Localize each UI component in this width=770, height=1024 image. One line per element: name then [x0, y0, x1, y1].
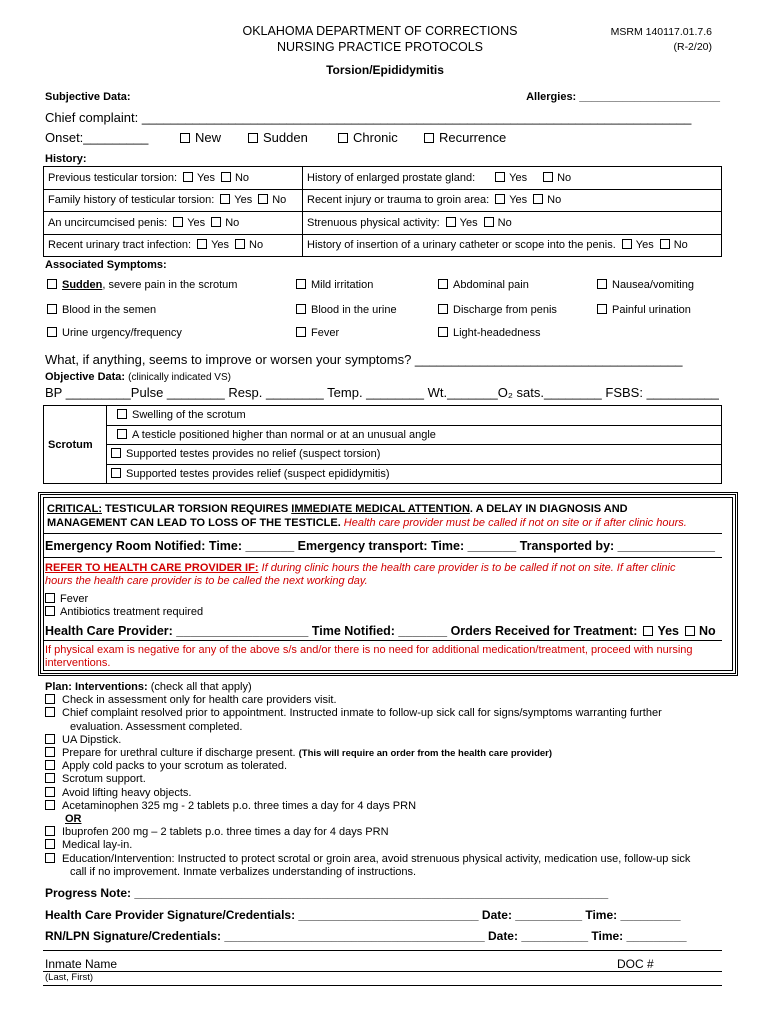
checkbox-icon[interactable] [446, 217, 456, 227]
checkbox-icon[interactable] [235, 239, 245, 249]
divider [43, 950, 722, 951]
checkbox-icon[interactable] [543, 172, 553, 182]
symptom-abdominal-pain[interactable]: Abdominal pain [438, 279, 529, 291]
history-cell: Recent urinary tract infection: Yes No [44, 234, 303, 257]
checkbox-icon[interactable] [45, 800, 55, 810]
checkbox-icon[interactable] [45, 853, 55, 863]
history-cell: Previous testicular torsion: Yes No [44, 167, 303, 190]
plan-item-continuation: call if no improvement. Inmate verbalizes understanding of instructions. [70, 865, 417, 878]
onset-option-chronic[interactable]: Chronic [338, 130, 398, 145]
table-row [44, 425, 722, 445]
checkbox-icon[interactable] [622, 239, 632, 249]
divider [43, 640, 722, 641]
chief-complaint-field[interactable]: Chief complaint: ____________________________________________________________________________ [45, 110, 692, 125]
history-cell: Family history of testicular torsion: Yes No [44, 189, 303, 212]
divider [43, 971, 722, 972]
table-row [44, 406, 722, 426]
checkbox-icon[interactable] [117, 429, 127, 439]
rn-signature-field[interactable]: RN/LPN Signature/Credentials: _______________________________________ Date: __________ Time: _________ [45, 929, 687, 943]
checkbox-icon[interactable] [47, 279, 57, 289]
critical-warning: CRITICAL: TESTICULAR TORSION REQUIRES IMMEDIATE MEDICAL ATTENTION. A DELAY IN DIAGNOSIS AND MANAGEMENT CAN LEAD TO LOSS OF THE TESTICLE. Health care provider must be called if not on site or if after clinic hours. [47, 503, 687, 529]
scrotum-label: Scrotum [44, 406, 107, 484]
checkbox-icon[interactable] [338, 133, 348, 143]
hcp-signature-field[interactable]: Health Care Provider Signature/Credentials: ___________________________ Date: __________ Time: _________ [45, 908, 681, 922]
checkbox-icon[interactable] [685, 626, 695, 636]
form-title: Torsion/Epididymitis [326, 63, 444, 77]
form-number [611, 25, 712, 55]
symptom-fever[interactable]: Fever [296, 327, 339, 339]
symptom-discharge[interactable]: Discharge from penis [438, 304, 557, 316]
plan-item[interactable]: UA Dipstick. [45, 734, 725, 747]
inmate-name-field[interactable]: Inmate Name [45, 957, 118, 971]
scrotum-item[interactable]: A testicle positioned higher than normal or at an unusual angle [107, 425, 722, 445]
symptoms-label: Associated Symptoms: [45, 259, 167, 271]
divider [43, 985, 722, 986]
plan-heading: Plan: Interventions: (check all that apply) [45, 681, 252, 693]
history-cell: Recent injury or trauma to groin area: Yes No [303, 189, 722, 212]
checkbox-icon[interactable] [45, 707, 55, 717]
plan-item-continuation: evaluation. Assessment completed. [70, 720, 243, 733]
checkbox-icon[interactable] [45, 787, 55, 797]
checkbox-icon[interactable] [183, 172, 193, 182]
plan-item[interactable]: Prepare for urethral culture if discharge present. (This will require an order from the health care provider) [45, 747, 725, 760]
plan-item[interactable]: Chief complaint resolved prior to appointment. Instructed inmate to follow-up sick call for signs/symptoms warranting further [45, 707, 725, 720]
onset-option-sudden[interactable]: Sudden [248, 130, 308, 145]
agency-name: OKLAHOMA DEPARTMENT OF CORRECTIONS [242, 24, 518, 38]
checkbox-icon[interactable] [296, 279, 306, 289]
checkbox-icon[interactable] [597, 304, 607, 314]
checkbox-icon[interactable] [45, 593, 55, 603]
checkbox-icon[interactable] [45, 760, 55, 770]
scrotum-table [43, 405, 722, 484]
table-row [44, 212, 722, 235]
symptom-lightheaded[interactable]: Light-headedness [438, 327, 540, 339]
checkbox-icon[interactable] [533, 194, 543, 204]
plan-item[interactable]: Check in assessment only for health care providers visit. [45, 694, 725, 707]
symptom-mild-irritation[interactable]: Mild irritation [296, 279, 373, 291]
symptom-painful-urination[interactable]: Painful urination [597, 304, 691, 316]
objective-heading: Objective Data: (clinically indicated VS) [45, 371, 231, 383]
progress-note-field[interactable]: Progress Note: _______________________________________________________________________ [45, 886, 609, 900]
doc-number-field[interactable]: DOC # [617, 957, 654, 971]
history-cell: History of enlarged prostate gland: Yes No [303, 167, 722, 190]
plan-item[interactable]: Scrotum support. [45, 773, 725, 786]
checkbox-icon[interactable] [296, 304, 306, 314]
checkbox-icon[interactable] [197, 239, 207, 249]
er-notified-field[interactable]: Emergency Room Notified: Time: _______ Emergency transport: Time: _______ Transported by: ______________ [45, 539, 715, 553]
table-row [44, 445, 722, 465]
divider [43, 557, 722, 558]
checkbox-icon[interactable] [484, 217, 494, 227]
plan-item[interactable]: Medical lay-in. [45, 839, 725, 852]
revision: (R-2/20) [673, 41, 712, 53]
symptom-blood-urine[interactable]: Blood in the urine [296, 304, 397, 316]
subjective-label: Subjective Data: [45, 91, 131, 103]
symptom-urgency[interactable]: Urine urgency/frequency [47, 327, 182, 339]
checkbox-icon[interactable] [45, 826, 55, 836]
checkbox-icon[interactable] [111, 448, 121, 458]
scrotum-item[interactable]: Supported testes provides relief (suspect epididymitis) [107, 464, 722, 484]
plan-item[interactable]: Apply cold packs to your scrotum as tolerated. [45, 760, 725, 773]
checkbox-icon[interactable] [111, 468, 121, 478]
checkbox-icon[interactable] [173, 217, 183, 227]
plan-item[interactable]: Avoid lifting heavy objects. [45, 787, 725, 800]
history-cell: Strenuous physical activity: Yes No [303, 212, 722, 235]
physical-exam-note: If physical exam is negative for any of the above s/s and/or there is no need for additional medication/treatment, proceed with nursing interventions. [45, 644, 693, 669]
table-row [44, 167, 722, 190]
checkbox-icon[interactable] [495, 194, 505, 204]
checkbox-icon[interactable] [221, 172, 231, 182]
plan-item[interactable]: Ibuprofen 200 mg – 2 tablets p.o. three times a day for 4 days PRN [45, 826, 725, 839]
allergies-field[interactable]: Allergies: _______________________ [526, 91, 720, 103]
checkbox-icon[interactable] [180, 133, 190, 143]
scrotum-item[interactable]: Swelling of the scrotum [107, 406, 722, 426]
protocol-name: NURSING PRACTICE PROTOCOLS [276, 40, 484, 54]
checkbox-icon[interactable] [424, 133, 434, 143]
improve-worsen-field[interactable]: What, if anything, seems to improve or worsen your symptoms? _____________________________________ [45, 352, 683, 367]
plan-section [45, 681, 725, 879]
scrotum-item[interactable]: Supported testes provides no relief (suspect torsion) [107, 445, 722, 465]
refer-antibiotics[interactable]: Antibiotics treatment required [45, 606, 203, 618]
hcp-orders-field[interactable]: Health Care Provider: ___________________ Time Notified: _______ Orders Received for Treatment: Yes No [45, 624, 716, 638]
checkbox-icon[interactable] [220, 194, 230, 204]
history-cell: History of insertion of a urinary catheter or scope into the penis. Yes No [303, 234, 722, 257]
checkbox-icon[interactable] [660, 239, 670, 249]
agency-header [230, 23, 530, 55]
msrm-number: MSRM 140117.01.7.6 [610, 26, 712, 38]
checkbox-icon[interactable] [643, 626, 653, 636]
table-row [44, 464, 722, 484]
checkbox-icon[interactable] [597, 279, 607, 289]
plan-item[interactable]: Education/Intervention: Instructed to protect scrotal or groin area, avoid strenuous physical activity, medication use, follow-up sick [45, 853, 725, 866]
onset-option-recurrence[interactable]: Recurrence [424, 130, 506, 145]
onset-option-new[interactable]: New [180, 130, 221, 145]
checkbox-icon[interactable] [248, 133, 258, 143]
history-label: History: [45, 153, 87, 165]
checkbox-icon[interactable] [296, 327, 306, 337]
symptom-blood-semen[interactable]: Blood in the semen [47, 304, 156, 316]
symptom-nausea[interactable]: Nausea/vomiting [597, 279, 694, 291]
vitals-field[interactable]: BP _________Pulse ________ Resp. ________ Temp. ________ Wt._______O₂ sats.________ FSBS: __________ [45, 385, 719, 400]
table-row [44, 189, 722, 212]
checkbox-icon[interactable] [47, 304, 57, 314]
onset-field[interactable]: Onset:_________ [45, 130, 149, 145]
last-first-hint: (Last, First) [45, 972, 94, 983]
checkbox-icon[interactable] [45, 747, 55, 757]
checkbox-icon[interactable] [45, 734, 55, 744]
checkbox-icon[interactable] [45, 839, 55, 849]
divider [43, 533, 722, 534]
checkbox-icon[interactable] [45, 606, 55, 616]
history-cell: An uncircumcised penis: Yes No [44, 212, 303, 235]
refer-instructions: REFER TO HEALTH CARE PROVIDER IF: If during clinic hours the health care provider is to be called if not on site. If after clinic hours the health care provider is to be called the next working day. [45, 562, 676, 587]
history-table [43, 166, 722, 257]
checkbox-icon[interactable] [45, 773, 55, 783]
checkbox-icon[interactable] [438, 279, 448, 289]
checkbox-icon[interactable] [438, 304, 448, 314]
checkbox-icon[interactable] [47, 327, 57, 337]
checkbox-icon[interactable] [495, 172, 505, 182]
checkbox-icon[interactable] [438, 327, 448, 337]
checkbox-icon[interactable] [258, 194, 268, 204]
table-row [44, 234, 722, 257]
symptom-sudden-pain[interactable]: Sudden, severe pain in the scrotum [47, 279, 237, 291]
checkbox-icon[interactable] [117, 409, 127, 419]
checkbox-icon[interactable] [211, 217, 221, 227]
refer-fever[interactable]: Fever [45, 593, 88, 605]
plan-item[interactable]: Acetaminophen 325 mg - 2 tablets p.o. three times a day for 4 days PRN [45, 800, 725, 813]
or-label: OR [65, 813, 82, 826]
checkbox-icon[interactable] [45, 694, 55, 704]
